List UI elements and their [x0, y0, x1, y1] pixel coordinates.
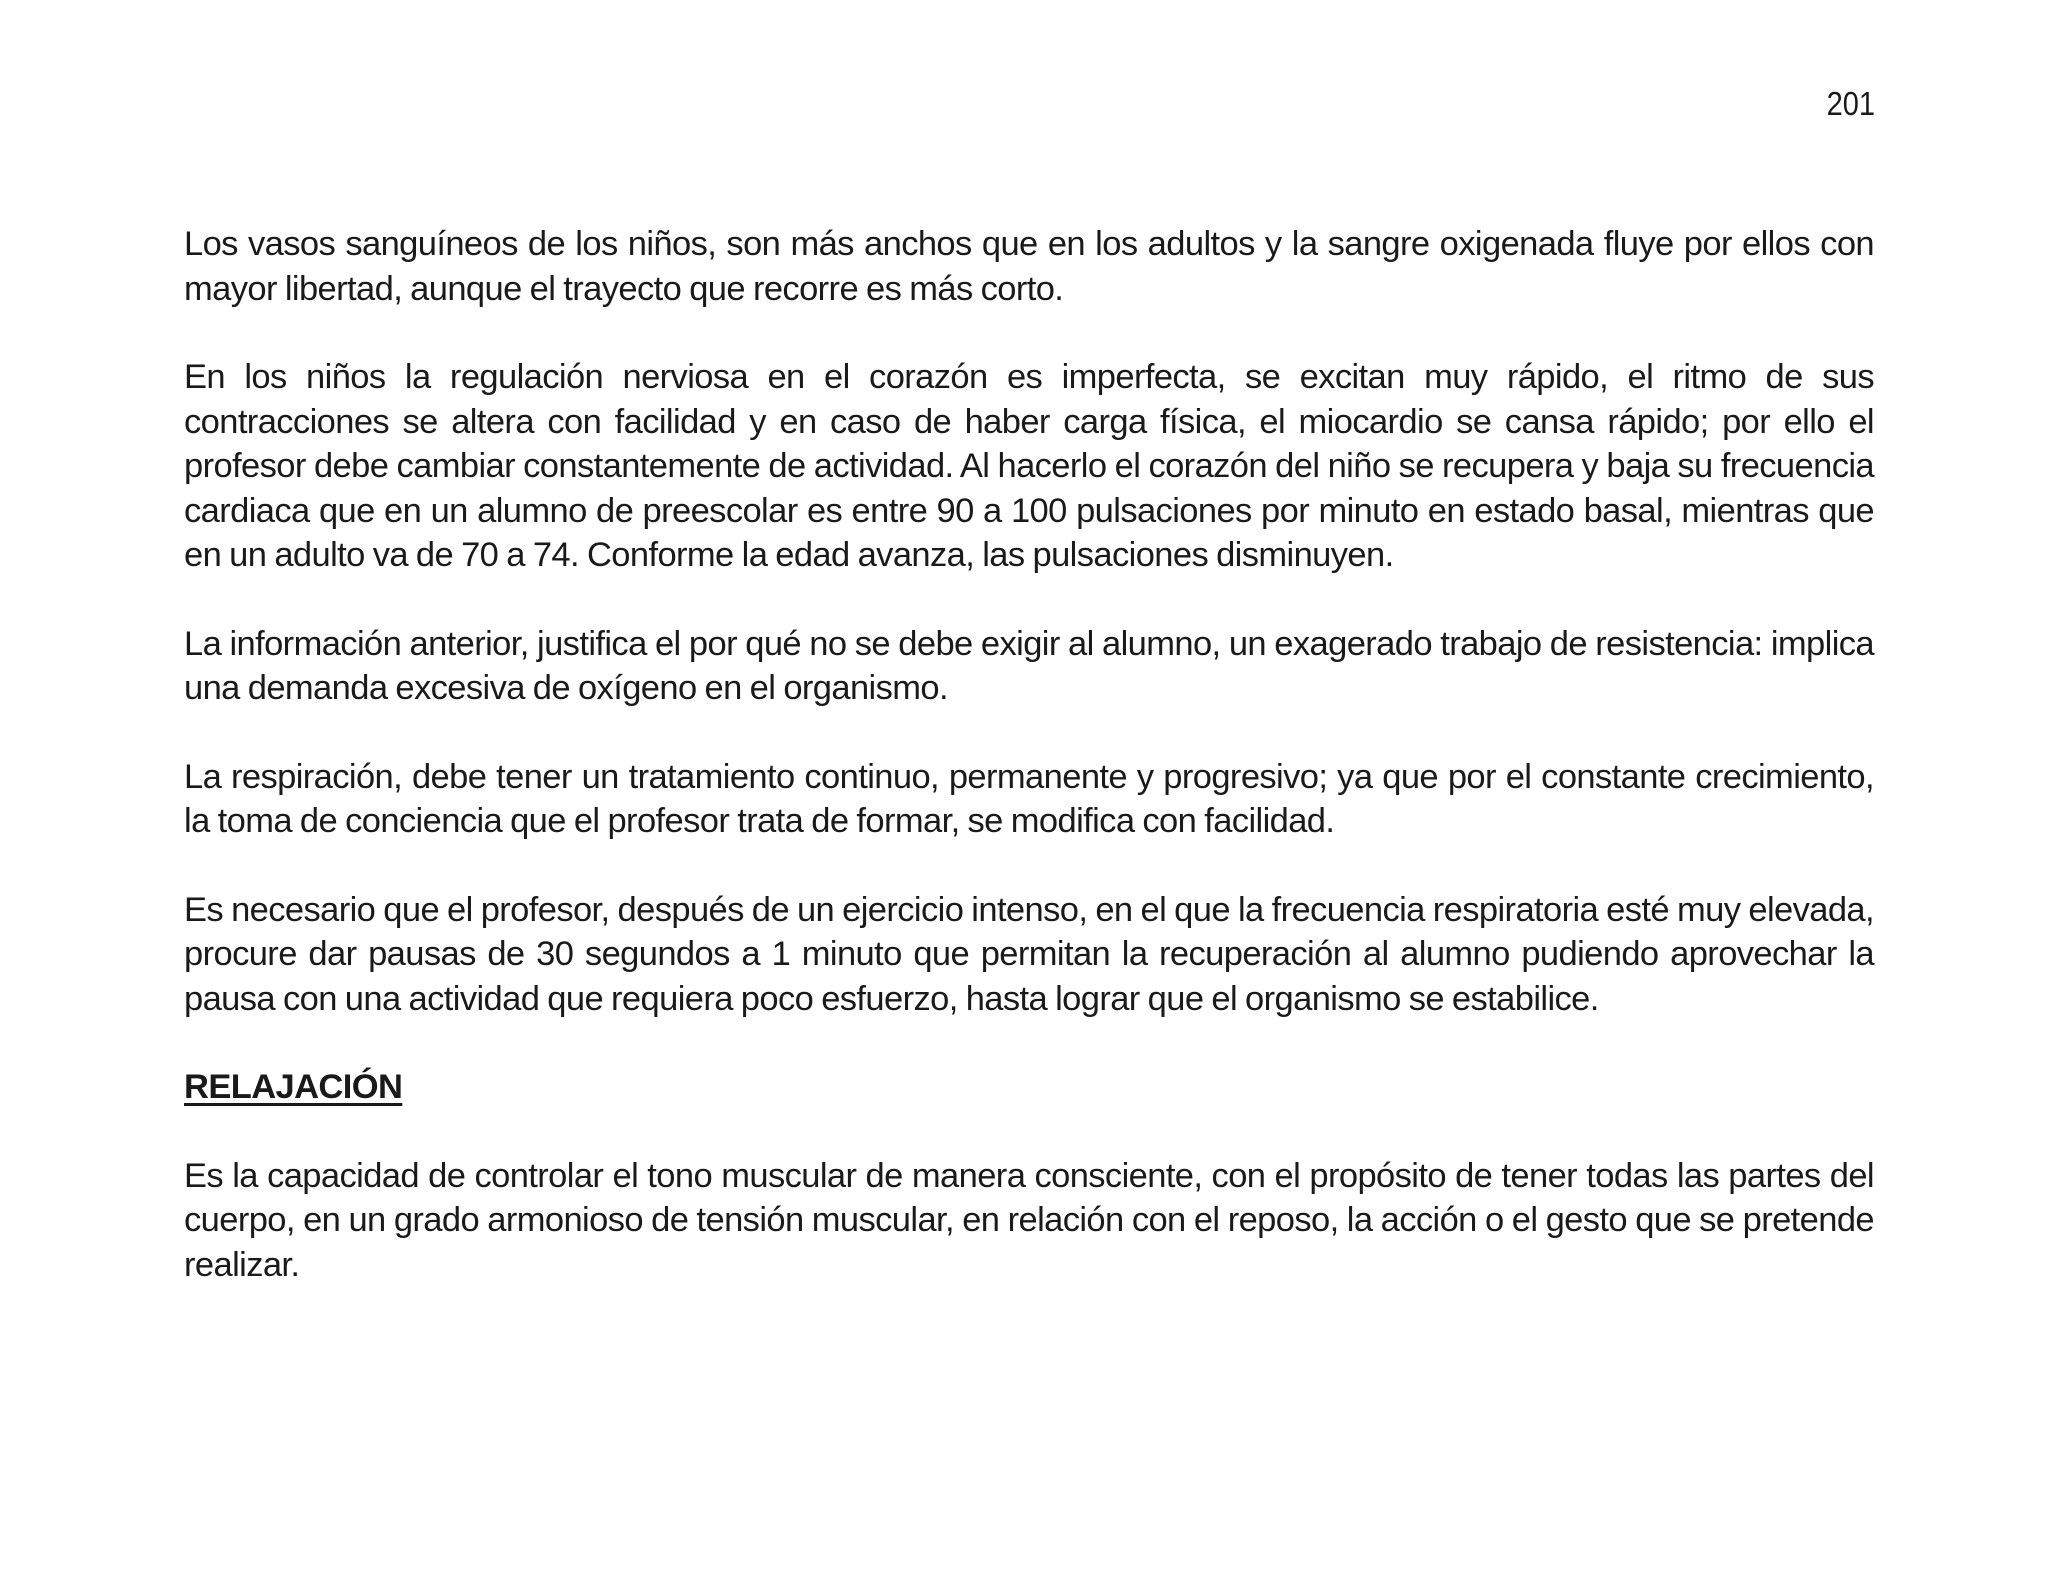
section-heading: RELAJACIÓN: [184, 1068, 403, 1106]
section-paragraph: Es la capacidad de controlar el tono muscular de manera consciente, con el propósito de tener todas las partes del cuerpo, en un grado armonioso de tensión muscular, en relación con el reposo, la acción o el gesto que se pretende realizar.: [184, 1156, 1874, 1284]
document-body: [184, 222, 1874, 1331]
paragraph: Los vasos sanguíneos de los niños, son más anchos que en los adultos y la sangre oxigenada fluye por ellos con mayor libertad, aunque el trayecto que recorre es más corto.: [184, 225, 1874, 308]
paragraph: En los niños la regulación nerviosa en el corazón es imperfecta, se excitan muy rápido, el ritmo de sus contracciones se altera con facilidad y en caso de haber carga física, el miocardio se cansa rápido; por ello el profesor debe cambiar constantemente de actividad. Al hacerlo el corazón del niño se recupera y baja su frecuencia cardiaca que en un alumno de preescolar es entre 90 a 100 pulsaciones por minuto en estado basal, mientras que en un adulto va de 70 a 74. Conforme la edad avanza, las pulsaciones disminuyen.: [184, 358, 1874, 574]
paragraph: La respiración, debe tener un tratamiento continuo, permanente y progresivo; ya que por el constante crecimiento, la toma de conciencia que el profesor trata de formar, se modifica con facilidad.: [184, 757, 1874, 840]
paragraph: La información anterior, justifica el por qué no se debe exigir al alumno, un exagerado trabajo de resistencia: implica una demanda excesiva de oxígeno en el organismo.: [184, 624, 1874, 707]
page-number: 201: [1826, 85, 1875, 122]
paragraph: Es necesario que el profesor, después de un ejercicio intenso, en el que la frecuencia respiratoria esté muy elevada, procure dar pausas de 30 segundos a 1 minuto que permitan la recuperación al alumno pudiendo aprovechar la pausa con una actividad que requiera poco esfuerzo, hasta lograr que el organismo se estabilice.: [184, 890, 1874, 1018]
